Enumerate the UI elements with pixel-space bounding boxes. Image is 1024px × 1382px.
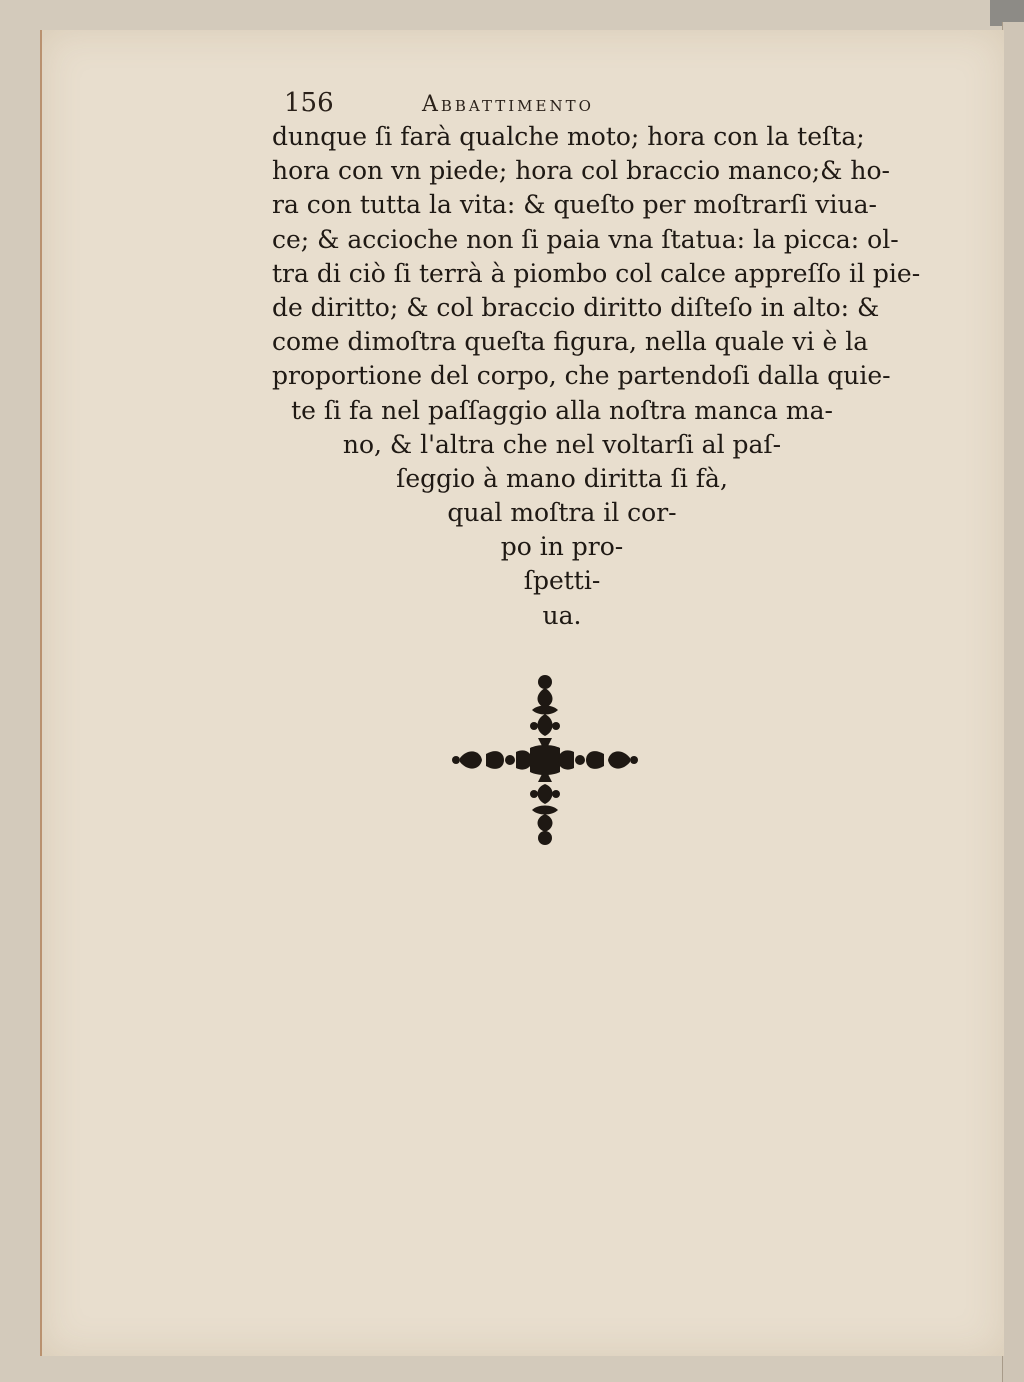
text-line: ſpetti- [523, 566, 601, 596]
page-number: 156 [284, 88, 334, 118]
text-line: ſeggio à mano diritta ſi fà, [396, 463, 728, 493]
body-text [272, 120, 921, 633]
text-line: qual moſtra il cor- [447, 498, 677, 528]
text-line: no, & l'altra che nel voltarſi al paſ- [342, 429, 782, 459]
text-line: come dimoſtra queſta figura, nella quale vi è la [272, 327, 869, 357]
text-line: ua. [542, 600, 582, 630]
adjacent-page-edge [1002, 22, 1024, 1382]
text-line: hora con vn piede; hora col braccio manco;& ho- [272, 156, 890, 186]
text-line: de diritto; & col braccio diritto diſteſo in alto: & [272, 292, 880, 322]
text-line: te ſi fa nel paſſaggio alla noſtra manca ma- [291, 395, 833, 425]
text-line: proportione del corpo, che partendoſi dalla quie- [272, 361, 891, 391]
page-header [284, 88, 704, 122]
text-line: po in pro- [500, 532, 624, 562]
running-head: Abbattimento [422, 92, 594, 117]
text-line: ce; & accioche non ſi paia vna ſtatua: la picca: ol- [272, 224, 899, 254]
text-line: tra di ciò ſi terrà à piombo col calce appreſſo il pie- [272, 258, 921, 288]
text-line: dunque ſi farà qualche moto; hora con la teſta; [272, 122, 865, 151]
fleuron-ornament-icon [450, 670, 640, 850]
text-line: ra con tutta la vita: & queſto per moſtrarſi viua- [272, 190, 878, 220]
